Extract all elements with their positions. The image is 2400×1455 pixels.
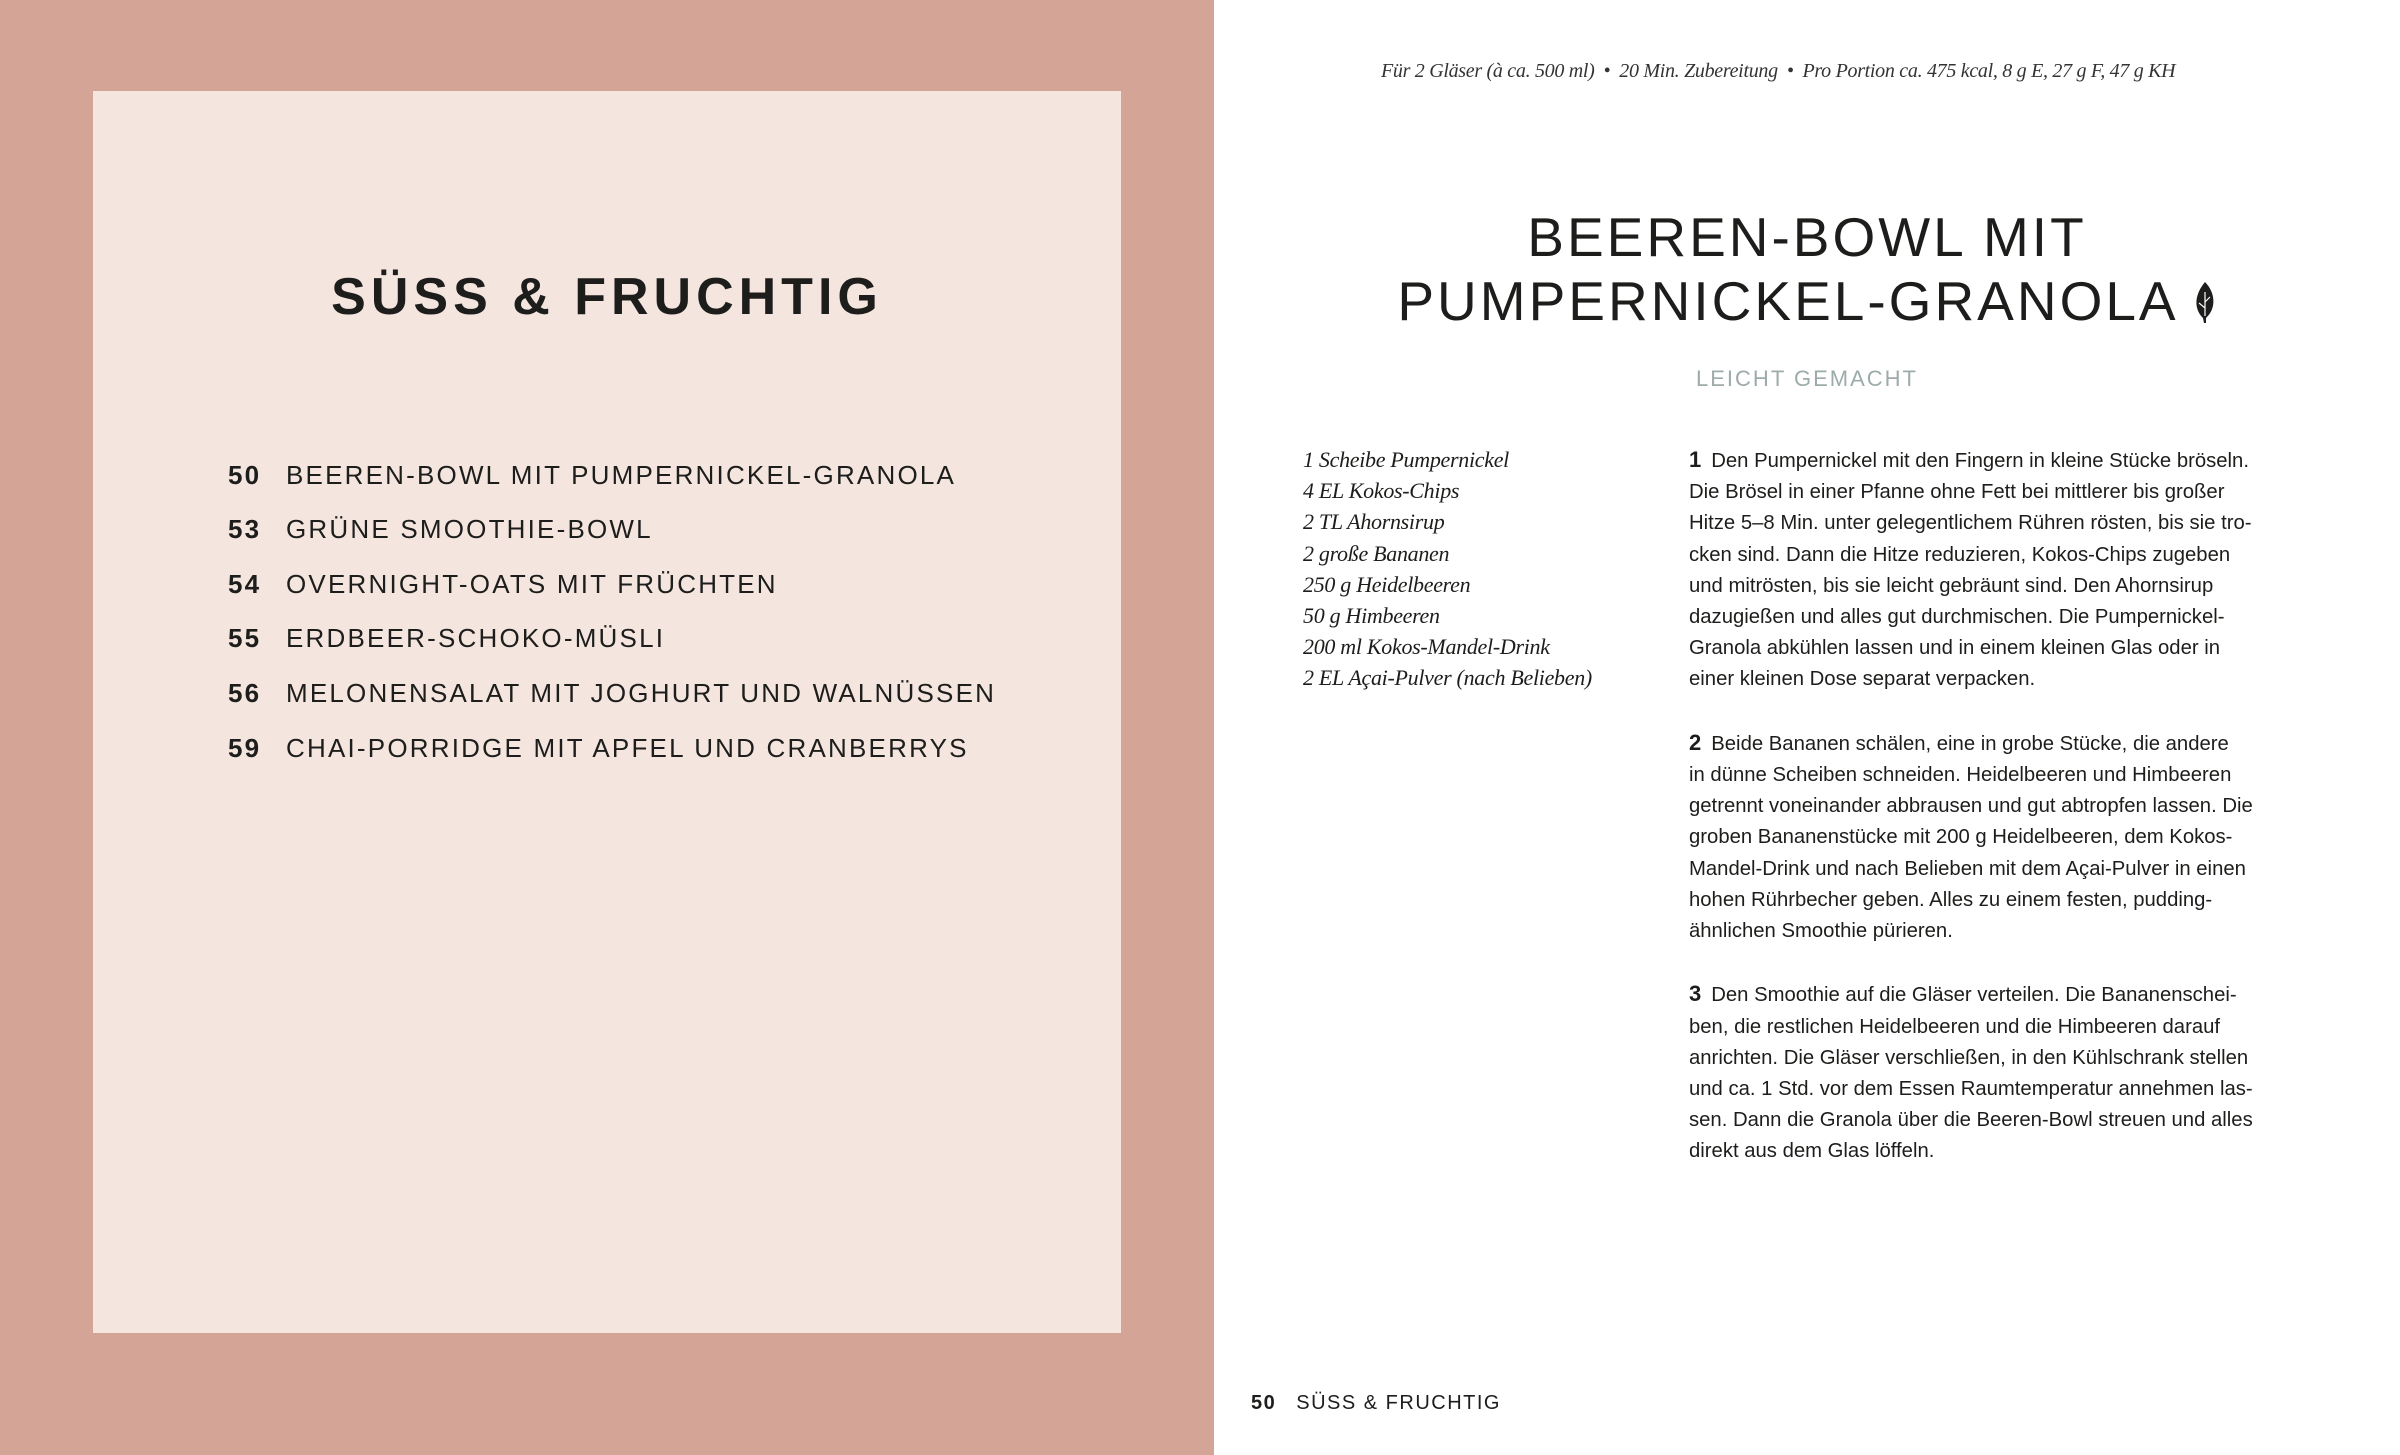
step-3 <box>1689 978 2329 1167</box>
toc-page-number: 50 <box>228 459 262 490</box>
step-line <box>1689 1074 2329 1105</box>
step-text: und ca. 1 Std. vor dem Essen Raumtemperatur annehmen las- <box>1689 1078 2253 1101</box>
chapter-panel <box>93 91 1121 1333</box>
toc-page-number: 55 <box>228 623 262 654</box>
separator: • <box>1786 60 1794 82</box>
recipe-title-line-2: PUMPERNICKEL-GRANOLA <box>1397 270 2179 332</box>
step-text: in dünne Scheiben schneiden. Heidelbeeren und Himbeeren <box>1689 764 2232 787</box>
step-1 <box>1689 444 2329 696</box>
toc-page-number: 54 <box>228 568 262 599</box>
step-text: dazugießen und alles gut durchmischen. Die Pumpernickel- <box>1689 606 2225 629</box>
step-line <box>1689 540 2329 571</box>
prep-time: 20 Min. Zubereitung <box>1619 60 1778 82</box>
step-text: getrennt voneinander abbrausen und gut abtropfen lassen. Die <box>1689 795 2253 818</box>
step-line <box>1689 508 2329 539</box>
ingredient-item: 250 g Heidelbeeren <box>1303 571 1471 597</box>
step-line <box>1689 1043 2329 1074</box>
toc-page-number: 59 <box>228 732 262 763</box>
step-text: Den Smoothie auf die Gläser verteilen. Die Bananenschei- <box>1711 984 2237 1007</box>
page-number: 50 <box>1251 1392 1277 1414</box>
step-text: ben, die restlichen Heidelbeeren und die Himbeeren darauf <box>1689 1015 2221 1038</box>
toc-entry[interactable] <box>228 619 665 659</box>
step-line <box>1689 760 2329 791</box>
chapter-title: SÜSS & FRUCHTIG <box>331 268 883 326</box>
toc-entry[interactable] <box>228 564 778 604</box>
toc-entry[interactable] <box>228 455 956 495</box>
ingredient-item: 200 ml Kokos-Mandel-Drink <box>1303 634 1550 660</box>
recipe-meta <box>1381 60 2175 83</box>
step-line <box>1689 571 2329 602</box>
instructions <box>1689 444 2329 1199</box>
toc-title: ERDBEER-SCHOKO-MÜSLI <box>286 623 666 654</box>
step-number: 2 <box>1689 729 1702 755</box>
toc-page-number: 53 <box>228 514 262 545</box>
toc-title: BEEREN-BOWL MIT PUMPERNICKEL-GRANOLA <box>286 459 957 490</box>
step-text: Beide Bananen schälen, eine in grobe Stücke, die andere <box>1711 732 2229 755</box>
toc-title: MELONENSALAT MIT JOGHURT UND WALNÜSSEN <box>286 677 997 708</box>
step-line <box>1689 727 2329 760</box>
nutrition: Pro Portion ca. 475 kcal, 8 g E, 27 g F, 47 g KH <box>1802 60 2176 82</box>
recipe-title <box>1214 205 2400 337</box>
ingredient-item: 1 Scheibe Pumpernickel <box>1303 447 1509 472</box>
step-text: cken sind. Dann die Hitze reduzieren, Kokos-Chips zugeben <box>1689 543 2231 566</box>
ingredient-item: 4 EL Kokos-Chips <box>1303 478 1460 504</box>
ingredient-item: 2 EL Açai-Pulver (nach Belieben) <box>1303 665 1592 691</box>
step-line <box>1689 602 2329 633</box>
footer-section: SÜSS & FRUCHTIG <box>1296 1392 1501 1414</box>
step-line <box>1689 1012 2329 1043</box>
step-text: einer kleinen Dose separat verpacken. <box>1689 668 2036 691</box>
toc-entry[interactable] <box>228 728 969 768</box>
toc-title: GRÜNE SMOOTHIE-BOWL <box>286 514 653 545</box>
step-line <box>1689 791 2329 822</box>
separator: • <box>1603 60 1611 82</box>
toc-title: CHAI-PORRIDGE MIT APFEL UND CRANBERRYS <box>286 732 969 763</box>
recipe-subtitle: LEICHT GEMACHT <box>1696 366 1918 391</box>
step-line <box>1689 854 2329 885</box>
step-text: anrichten. Die Gläser verschließen, in den Kühlschrank stellen <box>1689 1046 2249 1069</box>
step-line <box>1689 978 2329 1011</box>
toc-title: OVERNIGHT-OATS MIT FRÜCHTEN <box>286 568 778 599</box>
leaf-icon <box>2193 273 2217 337</box>
toc-entry[interactable] <box>228 673 996 713</box>
toc-entry[interactable] <box>228 510 653 550</box>
step-line <box>1689 1105 2329 1136</box>
step-text: hohen Rührbecher geben. Alles zu einem festen, pudding- <box>1689 888 2213 911</box>
step-text: Granola abkühlen lassen und in einem kleinen Glas oder in <box>1689 637 2221 660</box>
step-text: Hitze 5–8 Min. unter gelegentlichem Rühren rösten, bis sie tro- <box>1689 512 2252 535</box>
step-line <box>1689 664 2329 695</box>
toc-page-number: 56 <box>228 677 262 708</box>
step-text: ähnlichen Smoothie pürieren. <box>1689 920 1953 943</box>
step-line <box>1689 477 2329 508</box>
step-line <box>1689 822 2329 853</box>
page-footer <box>1251 1392 1501 1415</box>
ingredient-item: 2 TL Ahornsirup <box>1303 509 1445 535</box>
step-line <box>1689 444 2329 477</box>
step-text: Die Brösel in einer Pfanne ohne Fett bei mittlerer bis großer <box>1689 481 2225 504</box>
step-line <box>1689 916 2329 947</box>
step-text: sen. Dann die Granola über die Beeren-Bowl streuen und alles <box>1689 1109 2253 1132</box>
ingredient-item: 50 g Himbeeren <box>1303 603 1440 629</box>
step-line <box>1689 1136 2329 1167</box>
step-text: direkt aus dem Glas löffeln. <box>1689 1140 1935 1163</box>
step-line <box>1689 633 2329 664</box>
step-text: groben Bananenstücke mit 200 g Heidelbeeren, dem Kokos- <box>1689 826 2233 849</box>
step-text: Mandel-Drink und nach Belieben mit dem Açai-Pulver in einen <box>1689 857 2246 880</box>
ingredients-list <box>1303 444 1592 694</box>
step-number: 1 <box>1689 447 1702 472</box>
step-2 <box>1689 727 2329 947</box>
step-text: und mitrösten, bis sie leicht gebräunt sind. Den Ahornsirup <box>1689 574 2214 597</box>
ingredient-item: 2 große Bananen <box>1303 540 1450 566</box>
step-number: 3 <box>1689 981 1702 1007</box>
step-text: Den Pumpernickel mit den Fingern in kleine Stücke bröseln. <box>1711 450 2249 472</box>
step-line <box>1689 885 2329 916</box>
recipe-title-line-1: BEEREN-BOWL MIT <box>1527 206 2087 268</box>
servings: Für 2 Gläser (à ca. 500 ml) <box>1381 60 1595 82</box>
